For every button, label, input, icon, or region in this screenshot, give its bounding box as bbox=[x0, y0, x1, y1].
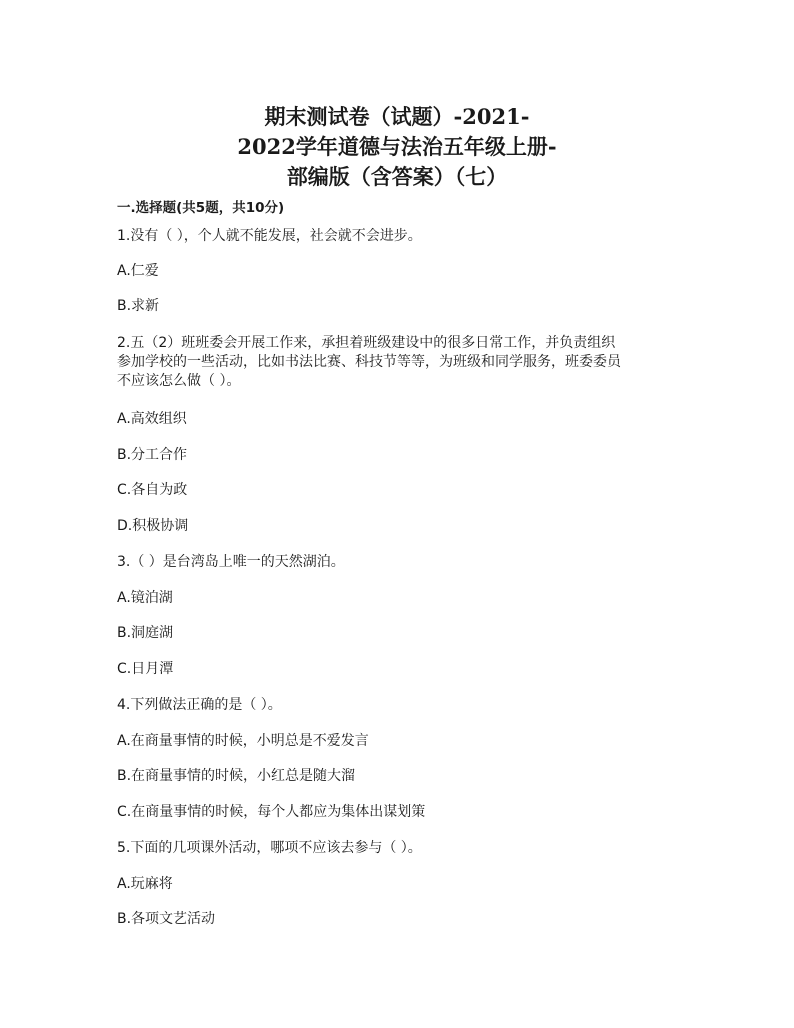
question-2-line-2: 参加学校的一些活动，比如书法比赛、科技节等等，为班级和同学服务，班委委员 bbox=[117, 354, 621, 370]
title-line-3: 部编版（含答案）（七） bbox=[286, 164, 508, 189]
question-2-line-1: 2.五（2）班班委会开展工作来，承担着班级建设中的很多日常工作，并负责组织 bbox=[117, 335, 616, 351]
question-2-line-3: 不应该怎么做（ ）。 bbox=[117, 373, 241, 389]
question-1: 1.没有（ ），个人就不能发展，社会就不会进步。 bbox=[117, 228, 422, 244]
option-2b: B.分工合作 bbox=[117, 447, 188, 463]
option-1a: A.仁爱 bbox=[117, 263, 159, 279]
option-4b: B.在商量事情的时候，小红总是随大溜 bbox=[117, 768, 356, 784]
title-line-2: 2022学年道德与法治五年级上册- bbox=[237, 134, 557, 159]
option-2a: A.高效组织 bbox=[117, 411, 187, 427]
question-5: 5.下面的几项课外活动，哪项不应该去参与（ ）。 bbox=[117, 840, 422, 856]
option-4c: C.在商量事情的时候，每个人都应为集体出谋划策 bbox=[117, 804, 426, 820]
title-line-1: 期末测试卷（试题）-2021- bbox=[264, 104, 530, 129]
question-3: 3.（ ）是台湾岛上唯一的天然湖泊。 bbox=[117, 554, 345, 570]
option-3c: C.日月潭 bbox=[117, 661, 174, 677]
option-5a: A.玩麻将 bbox=[117, 876, 173, 892]
option-2c: C.各自为政 bbox=[117, 482, 188, 498]
section-heading: 一.选择题(共5题，共10分) bbox=[117, 200, 285, 216]
option-2d: D.积极协调 bbox=[117, 518, 189, 534]
option-1b: B.求新 bbox=[117, 298, 160, 314]
option-5b: B.各项文艺活动 bbox=[117, 911, 216, 927]
option-4a: A.在商量事情的时候，小明总是不爱发言 bbox=[117, 733, 369, 749]
question-4: 4.下列做法正确的是（ ）。 bbox=[117, 697, 282, 713]
option-3b: B.洞庭湖 bbox=[117, 625, 174, 641]
option-3a: A.镜泊湖 bbox=[117, 590, 173, 606]
